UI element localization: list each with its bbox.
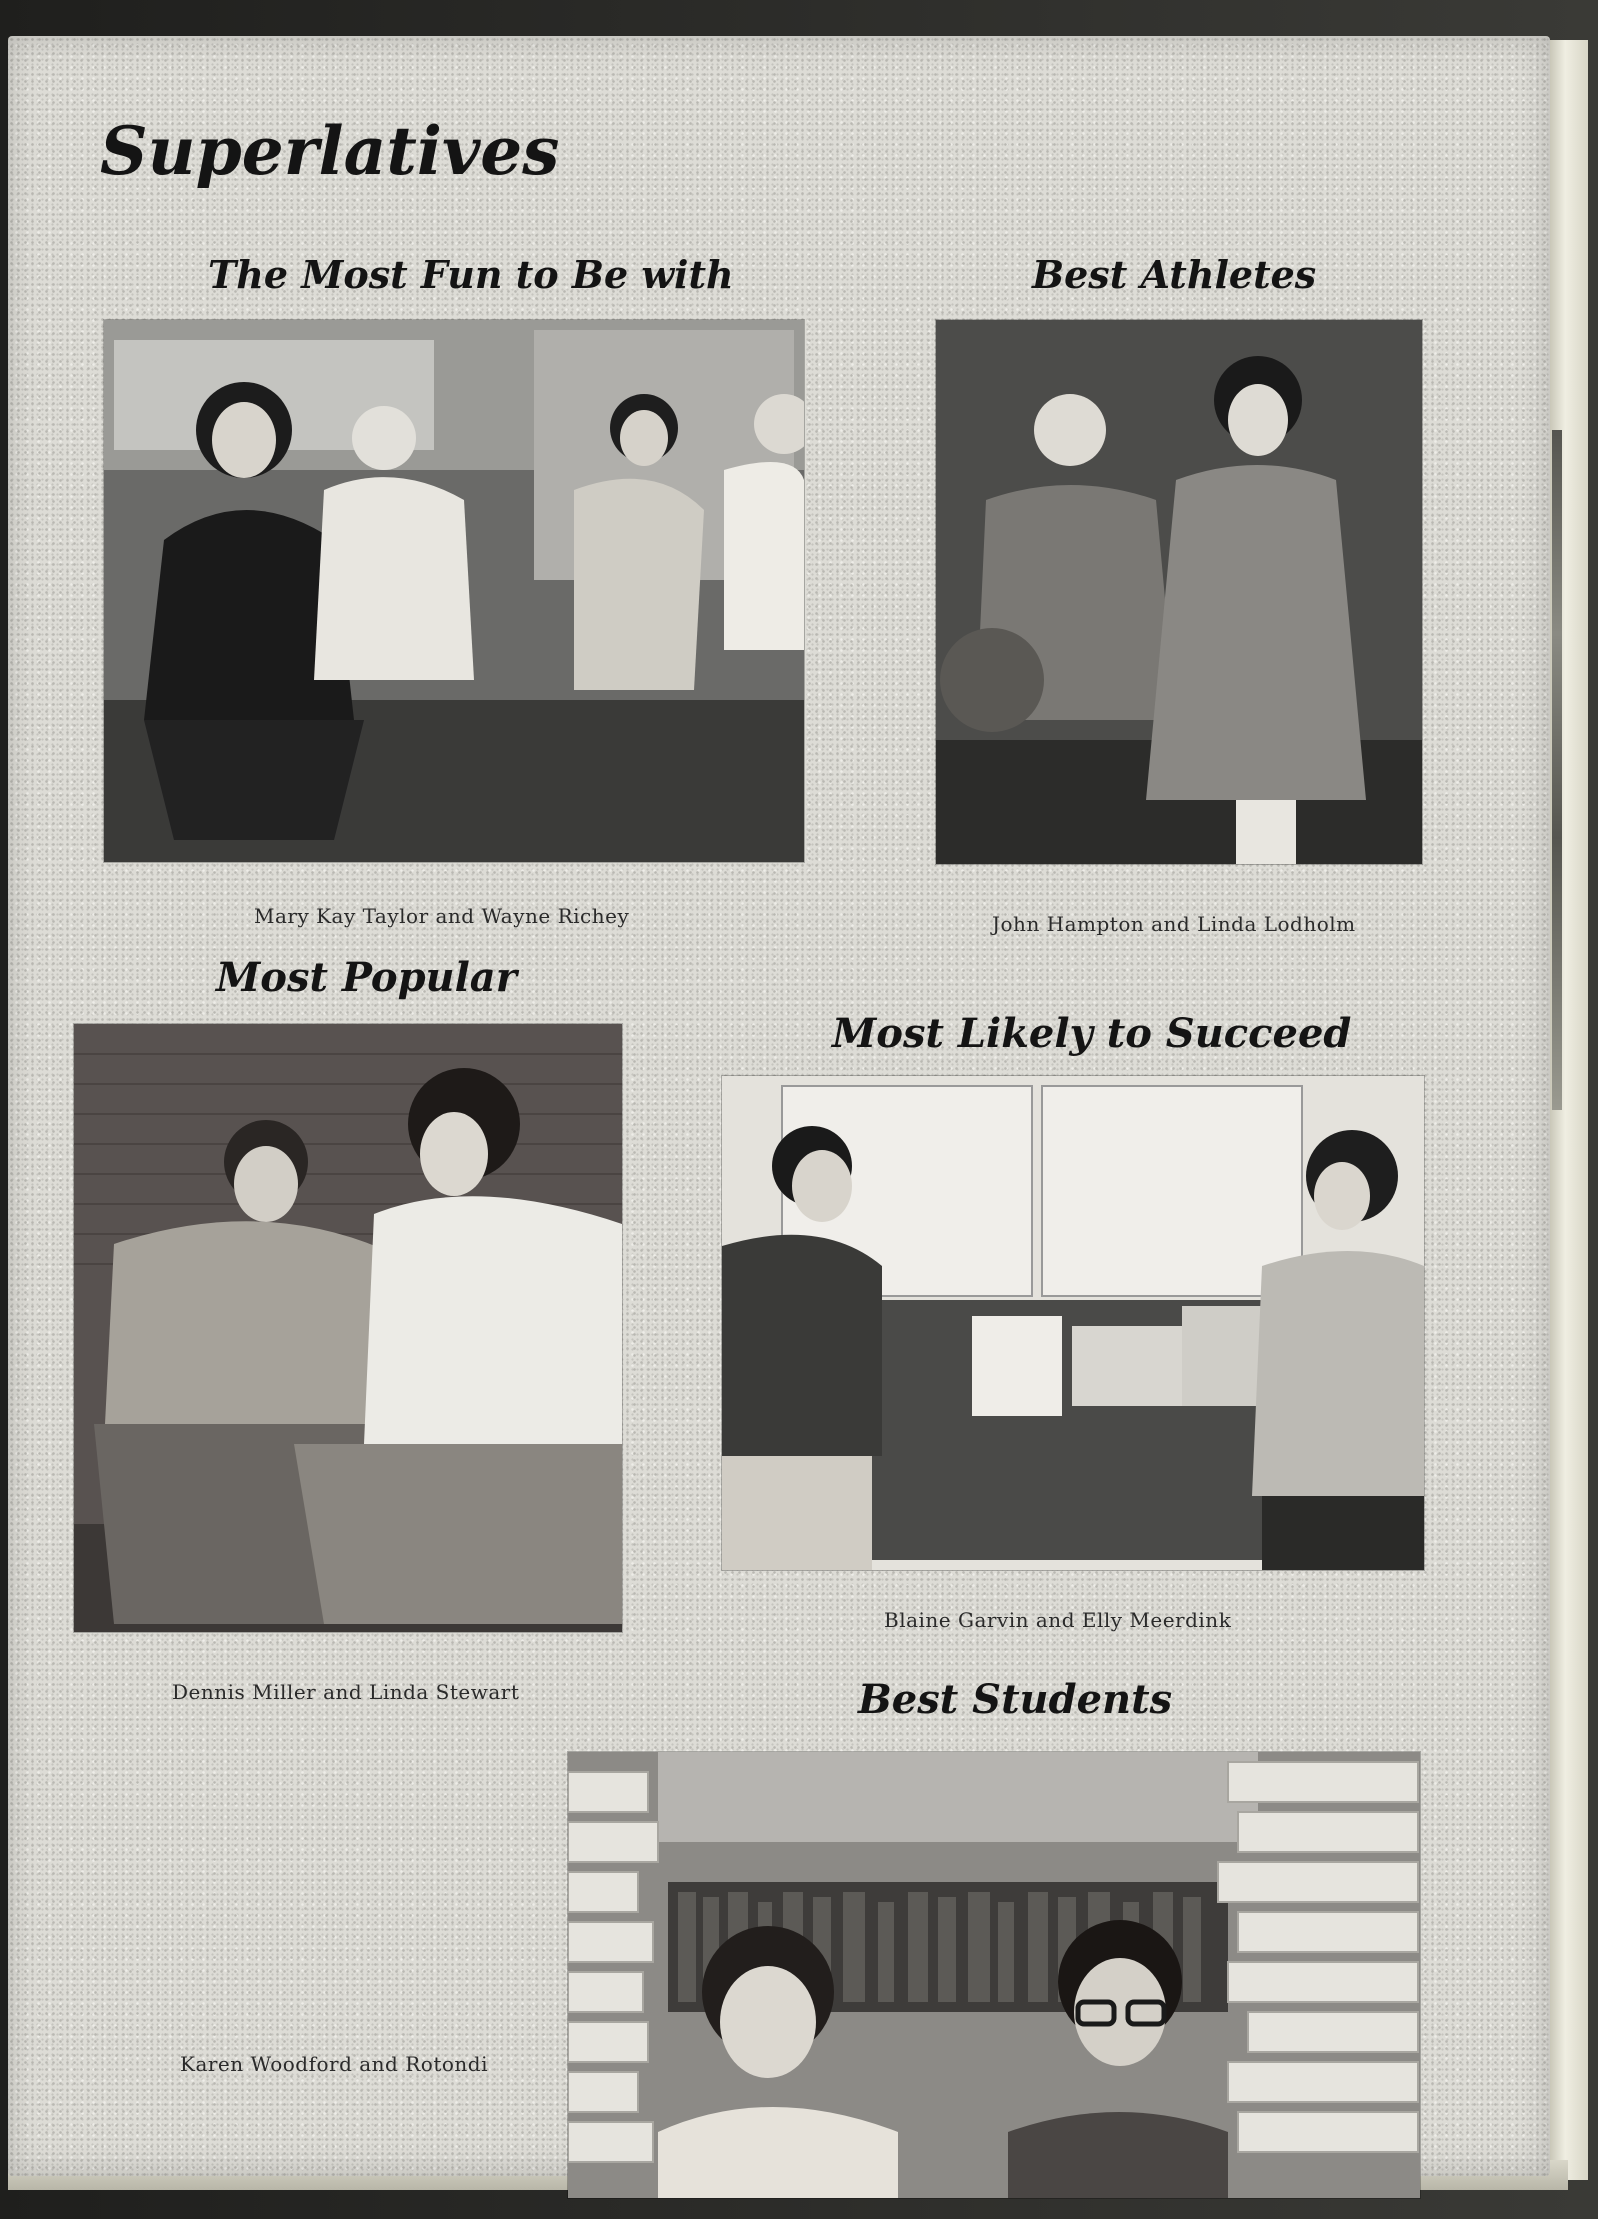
photo-best-students [568, 1752, 1420, 2198]
page-edge-shadow [1552, 430, 1562, 1110]
section-heading-fun: The Most Fun to Be with [208, 252, 734, 297]
caption-most-popular: Dennis Miller and Linda Stewart [172, 1680, 520, 1704]
caption-most-likely-to-succeed: Blaine Garvin and Elly Meerdink [884, 1608, 1232, 1632]
photo-most-fun [104, 320, 804, 862]
section-heading-succeed: Most Likely to Succeed [832, 1010, 1352, 1057]
caption-most-fun: Mary Kay Taylor and Wayne Richey [254, 904, 630, 928]
caption-best-students: Karen Woodford and Rotondi [180, 2052, 488, 2076]
yearbook-page [8, 36, 1550, 2176]
section-heading-popular: Most Popular [216, 954, 517, 1001]
photo-most-popular [74, 1024, 622, 1632]
photo-best-athletes [936, 320, 1422, 864]
page-edge [1550, 40, 1588, 2180]
section-heading-athletes: Best Athletes [1032, 252, 1317, 297]
section-heading-students: Best Students [858, 1676, 1173, 1723]
photo-most-likely-to-succeed [722, 1076, 1424, 1570]
caption-best-athletes: John Hampton and Linda Lodholm [992, 912, 1356, 936]
page-title: Superlatives [100, 112, 560, 190]
